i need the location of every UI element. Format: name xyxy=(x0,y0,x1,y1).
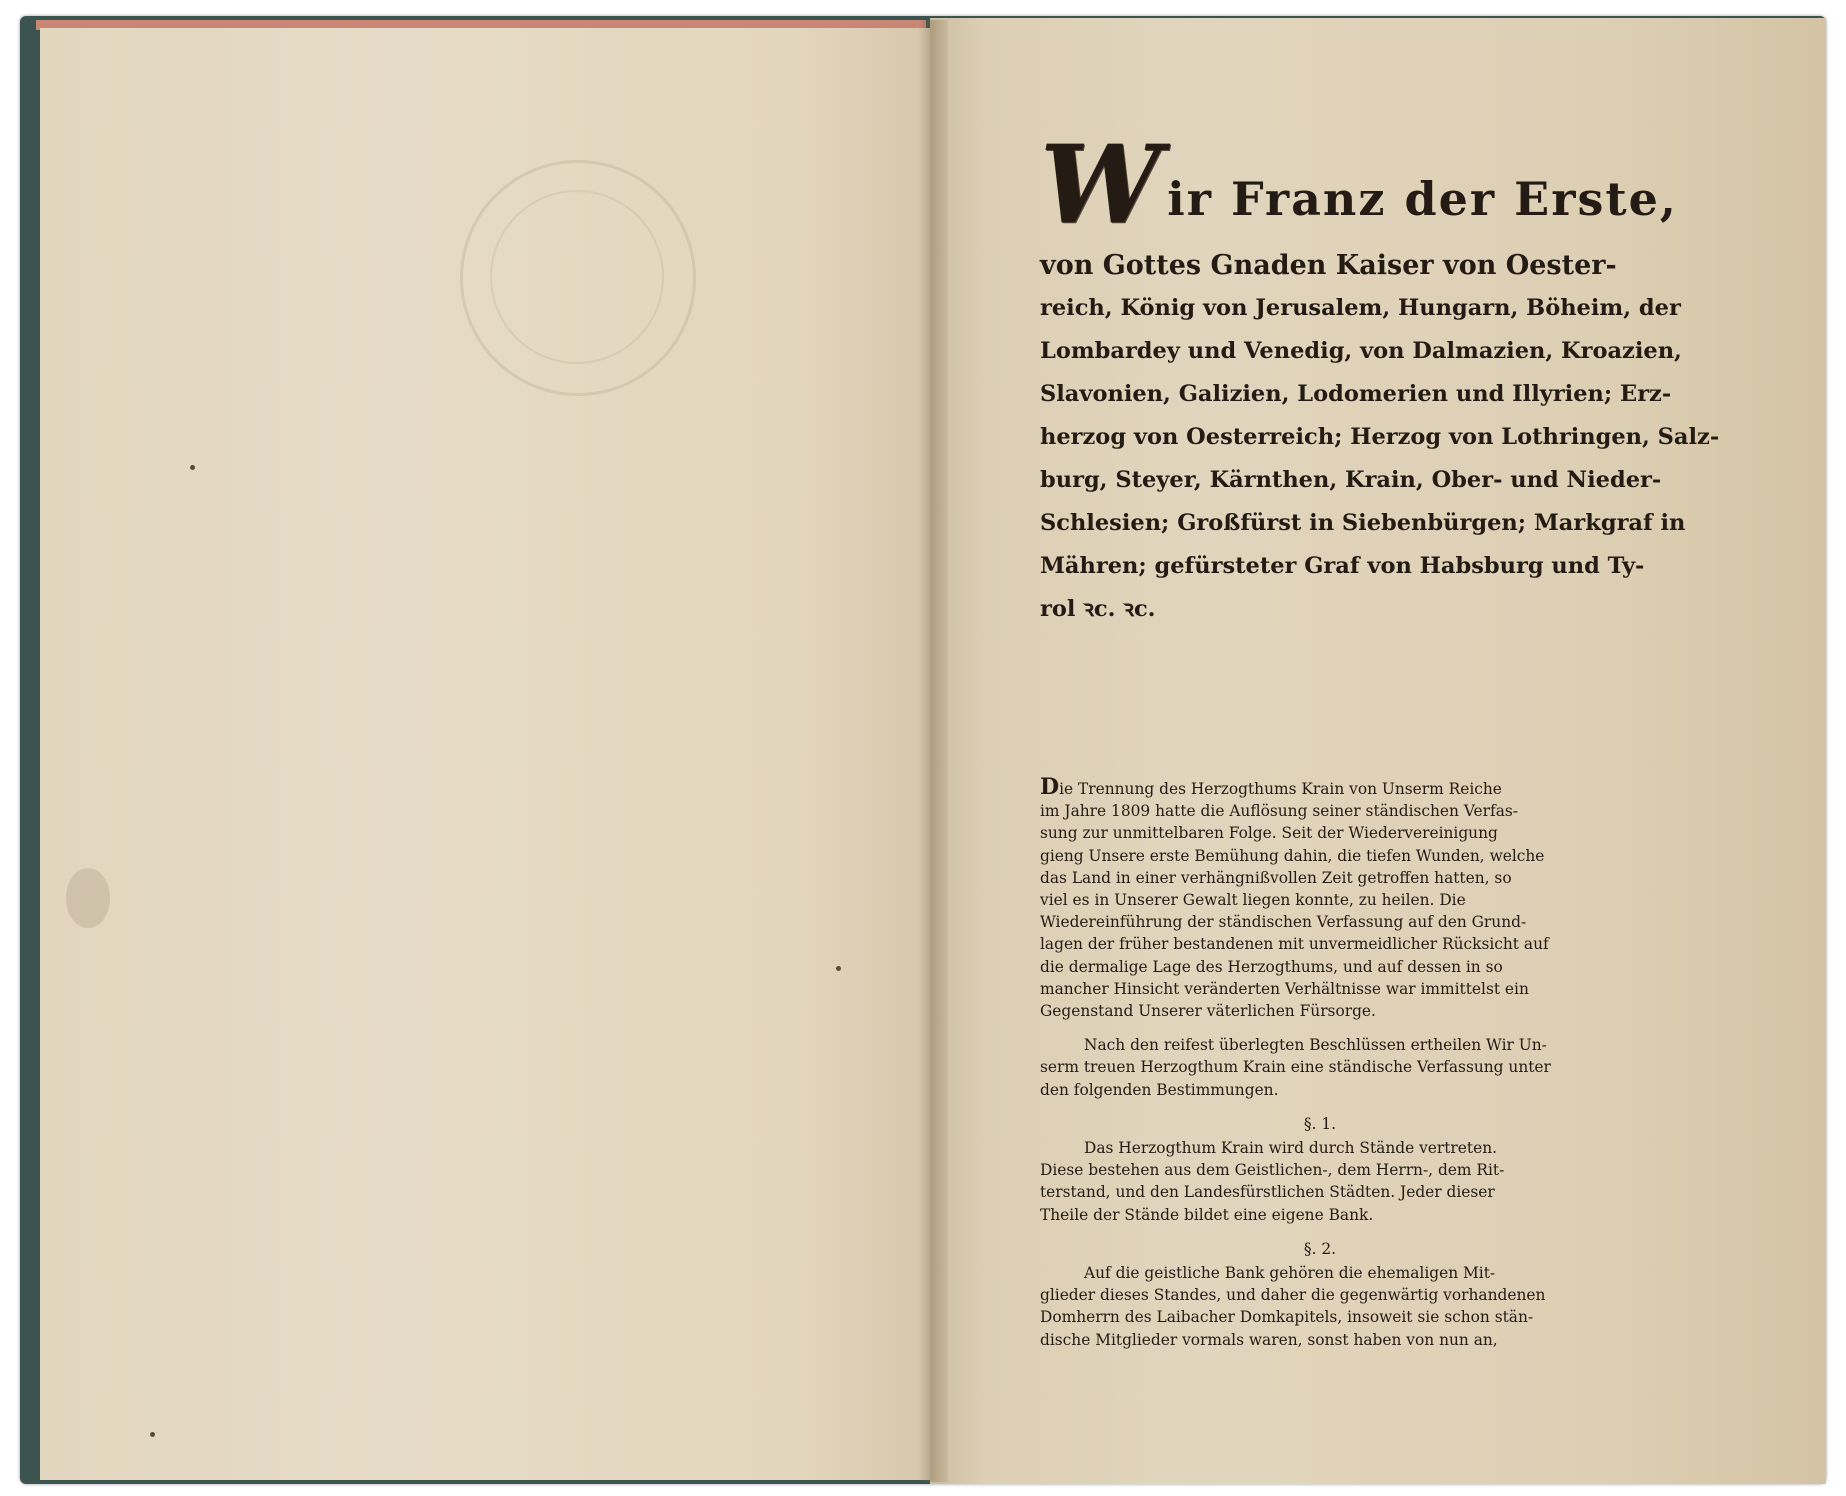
paragraph-line-text: ie Trennung des Herzogthums Krain von Unserm Reiche xyxy=(1059,780,1502,798)
decorated-initial: W xyxy=(1040,122,1164,248)
paragraph-line: Domherrn des Laibacher Domkapitels, insoweit sie schon stän- xyxy=(1040,1308,1534,1327)
paragraph-line: Gegenstand Unserer väterlichen Fürsorge. xyxy=(1040,1002,1376,1021)
heading-line: rol ꝛc. ꝛc. xyxy=(1040,595,1156,622)
paragraph-line: lagen der früher bestandenen mit unvermeidlicher Rücksicht auf xyxy=(1040,935,1549,954)
heading-line: von Gottes Gnaden Kaiser von Oester- xyxy=(1040,249,1617,281)
ink-spot xyxy=(836,966,841,971)
section-1-paragraph xyxy=(1040,1137,1600,1226)
paragraph-line: mancher Hinsicht veränderten Verhältnisse war immittelst ein xyxy=(1040,979,1529,998)
paragraph-line: Wiedereinführung der ständischen Verfassung auf den Grund- xyxy=(1040,913,1527,932)
heading-line: Mähren; gefürsteter Graf von Habsburg und Ty- xyxy=(1040,552,1645,579)
heading-line: herzog von Oesterreich; Herzog von Lothringen, Salz- xyxy=(1040,423,1720,450)
intro-paragraph xyxy=(1040,776,1600,1022)
paragraph-line: das Land in einer verhängnißvollen Zeit getroffen hatten, so xyxy=(1040,868,1512,887)
decree-body xyxy=(1040,776,1600,1363)
paragraph-line: gieng Unsere erste Bemühung dahin, die tiefen Wunden, welche xyxy=(1040,846,1545,865)
titles-of-emperor xyxy=(1040,244,1720,631)
paragraph-line: die dermalige Lage des Herzogthums, und auf dessen in so xyxy=(1040,957,1503,976)
heading-line: Schlesien; Großfürst in Siebenbürgen; Markgraf in xyxy=(1040,509,1686,536)
paragraph-line: dische Mitglieder vormals waren, sonst haben von nun an, xyxy=(1040,1330,1498,1349)
heading-line: Lombardey und Venedig, von Dalmazien, Kroazien, xyxy=(1040,337,1682,364)
decree-heading xyxy=(1040,122,1720,631)
paragraph-line: terstand, und den Landesfürstlichen Städten. Jeder dieser xyxy=(1040,1183,1495,1202)
heading-line: burg, Steyer, Kärnthen, Krain, Ober- und Nieder- xyxy=(1040,466,1662,493)
faded-stamp-ring xyxy=(490,190,664,364)
enactment-paragraph xyxy=(1040,1034,1600,1101)
section-1-heading: §. 1. xyxy=(1303,1114,1337,1133)
gutter-shadow xyxy=(918,20,948,1482)
decree-title xyxy=(1040,122,1678,248)
paragraph-line: viel es in Unserer Gewalt liegen konnte, zu heilen. Die xyxy=(1040,891,1466,910)
paragraph-line: Auf die geistliche Bank gehören die ehemaligen Mit- xyxy=(1084,1264,1496,1283)
paragraph-line: sung zur unmittelbaren Folge. Seit der Wiedervereinigung xyxy=(1040,824,1498,843)
paragraph-line: serm treuen Herzogthum Krain eine ständische Verfassung unter xyxy=(1040,1058,1551,1077)
section-2-heading: §. 2. xyxy=(1303,1239,1337,1258)
paragraph-line: Das Herzogthum Krain wird durch Stände vertreten. xyxy=(1084,1139,1497,1158)
paragraph-line: Theile der Stände bildet eine eigene Bank. xyxy=(1040,1205,1374,1224)
paragraph-line: Nach den reifest überlegten Beschlüssen ertheilen Wir Un- xyxy=(1084,1036,1547,1055)
ink-spot xyxy=(190,465,195,470)
paragraph-line: Diese bestehen aus dem Geistlichen-, dem Herrn-, dem Rit- xyxy=(1040,1161,1505,1180)
heading-line: Slavonien, Galizien, Lodomerien und Illyrien; Erz- xyxy=(1040,380,1672,407)
heading-line: reich, König von Jerusalem, Hungarn, Böheim, der xyxy=(1040,294,1681,321)
paragraph-line: glieder dieses Standes, und daher die gegenwärtig vorhandenen xyxy=(1040,1286,1546,1305)
paragraph-line: im Jahre 1809 hatte die Auflösung seiner ständischen Verfas- xyxy=(1040,802,1518,821)
paragraph-line xyxy=(1040,776,1600,800)
paragraph-line: den folgenden Bestimmungen. xyxy=(1040,1080,1279,1099)
page-smudge xyxy=(66,868,110,928)
paragraph-initial: D xyxy=(1040,774,1060,800)
ink-spot xyxy=(150,1432,155,1437)
title-text: ir Franz der Erste, xyxy=(1167,171,1678,226)
section-2-paragraph xyxy=(1040,1262,1600,1351)
